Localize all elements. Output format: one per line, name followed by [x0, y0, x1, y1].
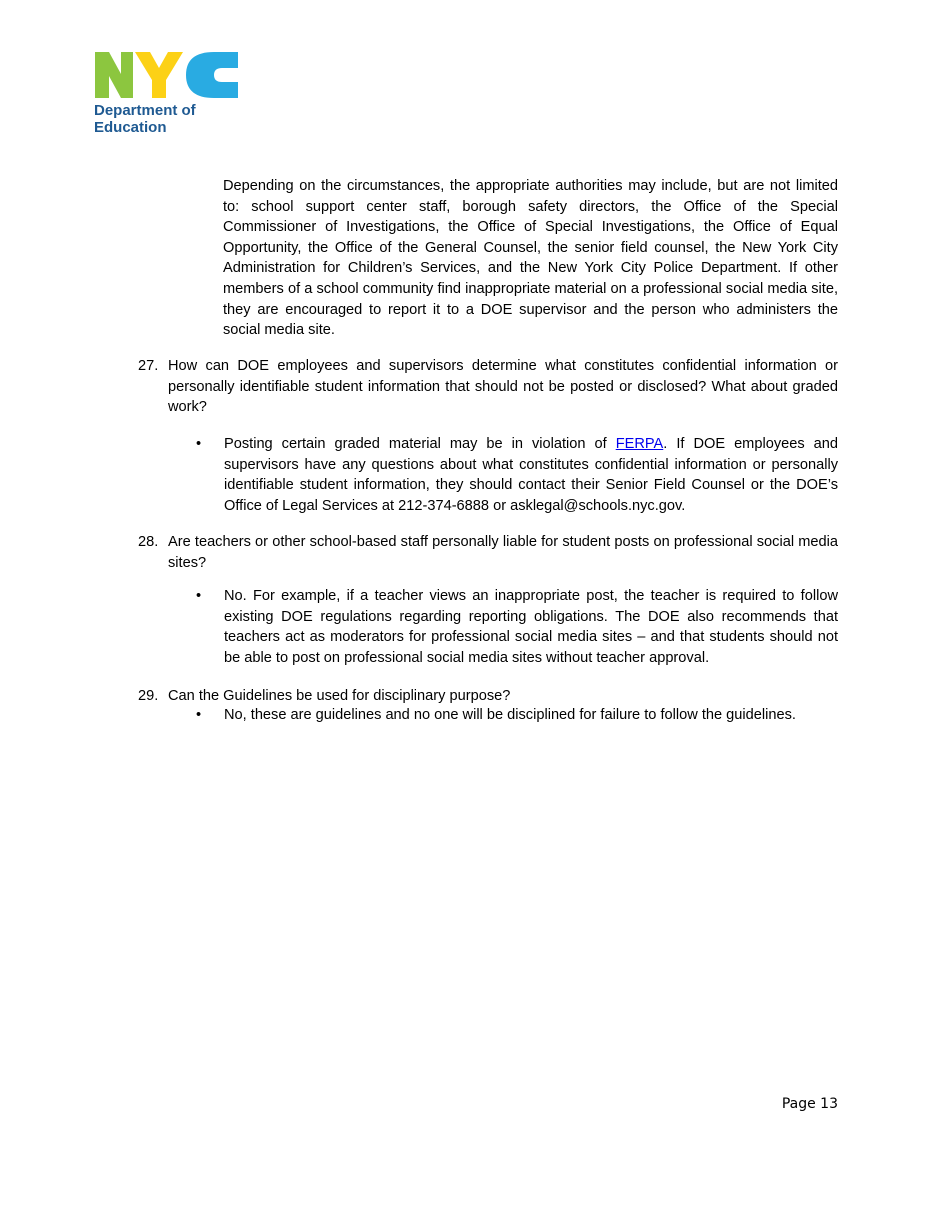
intro-paragraph: Depending on the circumstances, the appropriate authorities may include, but are not limited to: school support center staff, borough safety directors, the Office of the Special Commissioner of Investigations, the Office of Special Investigations, the Office of Equal Opportunity, the Office of the General Counsel, the senior field counsel, the New York City Administration for Children’s Services, and the New York City Police Department. If other members of a school community find inappropriate material on a professional social media site, they are encouraged to report it to a DOE supervisor and the person who administers the social media site. [223, 178, 838, 339]
answer-29 [196, 705, 838, 726]
question-number: 29. [138, 688, 159, 704]
question-28 [138, 532, 838, 574]
question-text: How can DOE employees and supervisors determine what constitutes confidential information or personally identifiable student information that should not be posted or disclosed? What about graded work? [168, 358, 838, 416]
nyc-logo-letters-icon [93, 50, 243, 100]
n-letter-icon [95, 52, 133, 98]
bullet-icon: • [196, 707, 202, 723]
answer-27 [196, 434, 838, 516]
ferpa-link[interactable]: FERPA [615, 436, 664, 452]
y-letter-icon [135, 52, 183, 98]
answer-text-before-link: Posting certain graded material may be in violation of [224, 436, 616, 452]
answer-text: No, these are guidelines and no one will be disciplined for failure to follow the guidelines. [224, 707, 796, 723]
question-29 [138, 686, 838, 707]
c-letter-icon [186, 52, 238, 98]
answer-text-after-link: . If DOE employees and supervisors have any questions about what constitutes confidential information or personally identifiable student information, they should contact their Senior Field Counsel or the DOE’s Office of Legal Services at 212-374-6888 or asklegal@schools.nyc.gov. [224, 436, 838, 514]
logo-text-line1: Department of [94, 102, 196, 119]
page-number: Page 13 [781, 1096, 838, 1112]
question-number: 27. [138, 358, 159, 374]
logo-text [94, 102, 196, 136]
question-text: Can the Guidelines be used for disciplinary purpose? [168, 688, 511, 704]
answer-text: No. For example, if a teacher views an inappropriate post, the teacher is required to follow existing DOE regulations regarding reporting obligations. The DOE also recommends that teachers act as moderators for professional social media sites – and that students should not be able to post on professional social media sites without teacher approval. [224, 588, 838, 666]
answer-28 [196, 586, 838, 668]
question-27 [138, 356, 838, 418]
answer-text [224, 434, 838, 516]
bullet-icon: • [196, 588, 202, 604]
question-text: Are teachers or other school-based staff personally liable for student posts on professional social media sites? [168, 534, 838, 571]
bullet-icon: • [196, 436, 202, 452]
logo-text-line2: Education [94, 119, 167, 136]
nyc-doe-logo [93, 50, 243, 142]
question-number: 28. [138, 534, 159, 550]
